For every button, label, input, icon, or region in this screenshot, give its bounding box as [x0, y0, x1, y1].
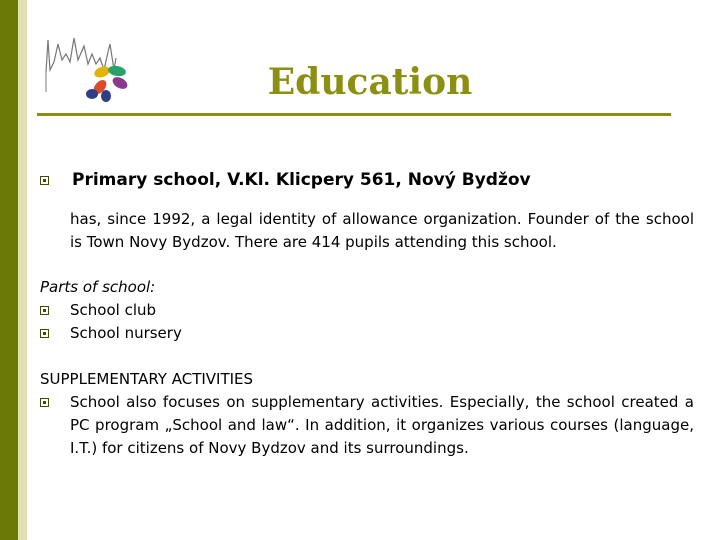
- square-bullet-icon: [40, 398, 49, 407]
- square-bullet-icon: [40, 176, 49, 185]
- logo-graphic: [44, 30, 134, 105]
- sidebar-dark-stripe: [0, 0, 18, 540]
- list-item-text: School also focuses on supplementary activities. Especially, the school created a PC program „School and law“. In addition, it organizes various courses (language, I.T.) for citizens of Novy Bydzov and its surroundings.: [70, 393, 694, 457]
- sidebar-light-stripe: [18, 0, 27, 540]
- list-item: [40, 299, 694, 322]
- parts-list: [40, 299, 694, 345]
- square-bullet-icon: [40, 329, 49, 338]
- list-item: [40, 391, 694, 460]
- activities-label: SUPPLEMENTARY ACTIVITIES: [40, 370, 254, 388]
- title-divider: [37, 113, 671, 116]
- list-item: [40, 322, 694, 345]
- square-bullet-icon: [40, 306, 49, 315]
- list-item-text: School nursery: [70, 324, 182, 342]
- school-heading: Primary school, V.Kl. Klicpery 561, Nový Bydžov: [72, 170, 531, 190]
- town-skyline-flower-logo: [44, 30, 134, 105]
- parts-label: Parts of school:: [40, 278, 156, 296]
- page-title: Education: [267, 61, 473, 103]
- activities-list: [40, 391, 694, 460]
- school-description: has, since 1992, a legal identity of allowance organization. Founder of the school is Town Novy Bydzov. There are 414 pupils attending this school.: [70, 210, 694, 251]
- list-item-text: School club: [70, 301, 157, 319]
